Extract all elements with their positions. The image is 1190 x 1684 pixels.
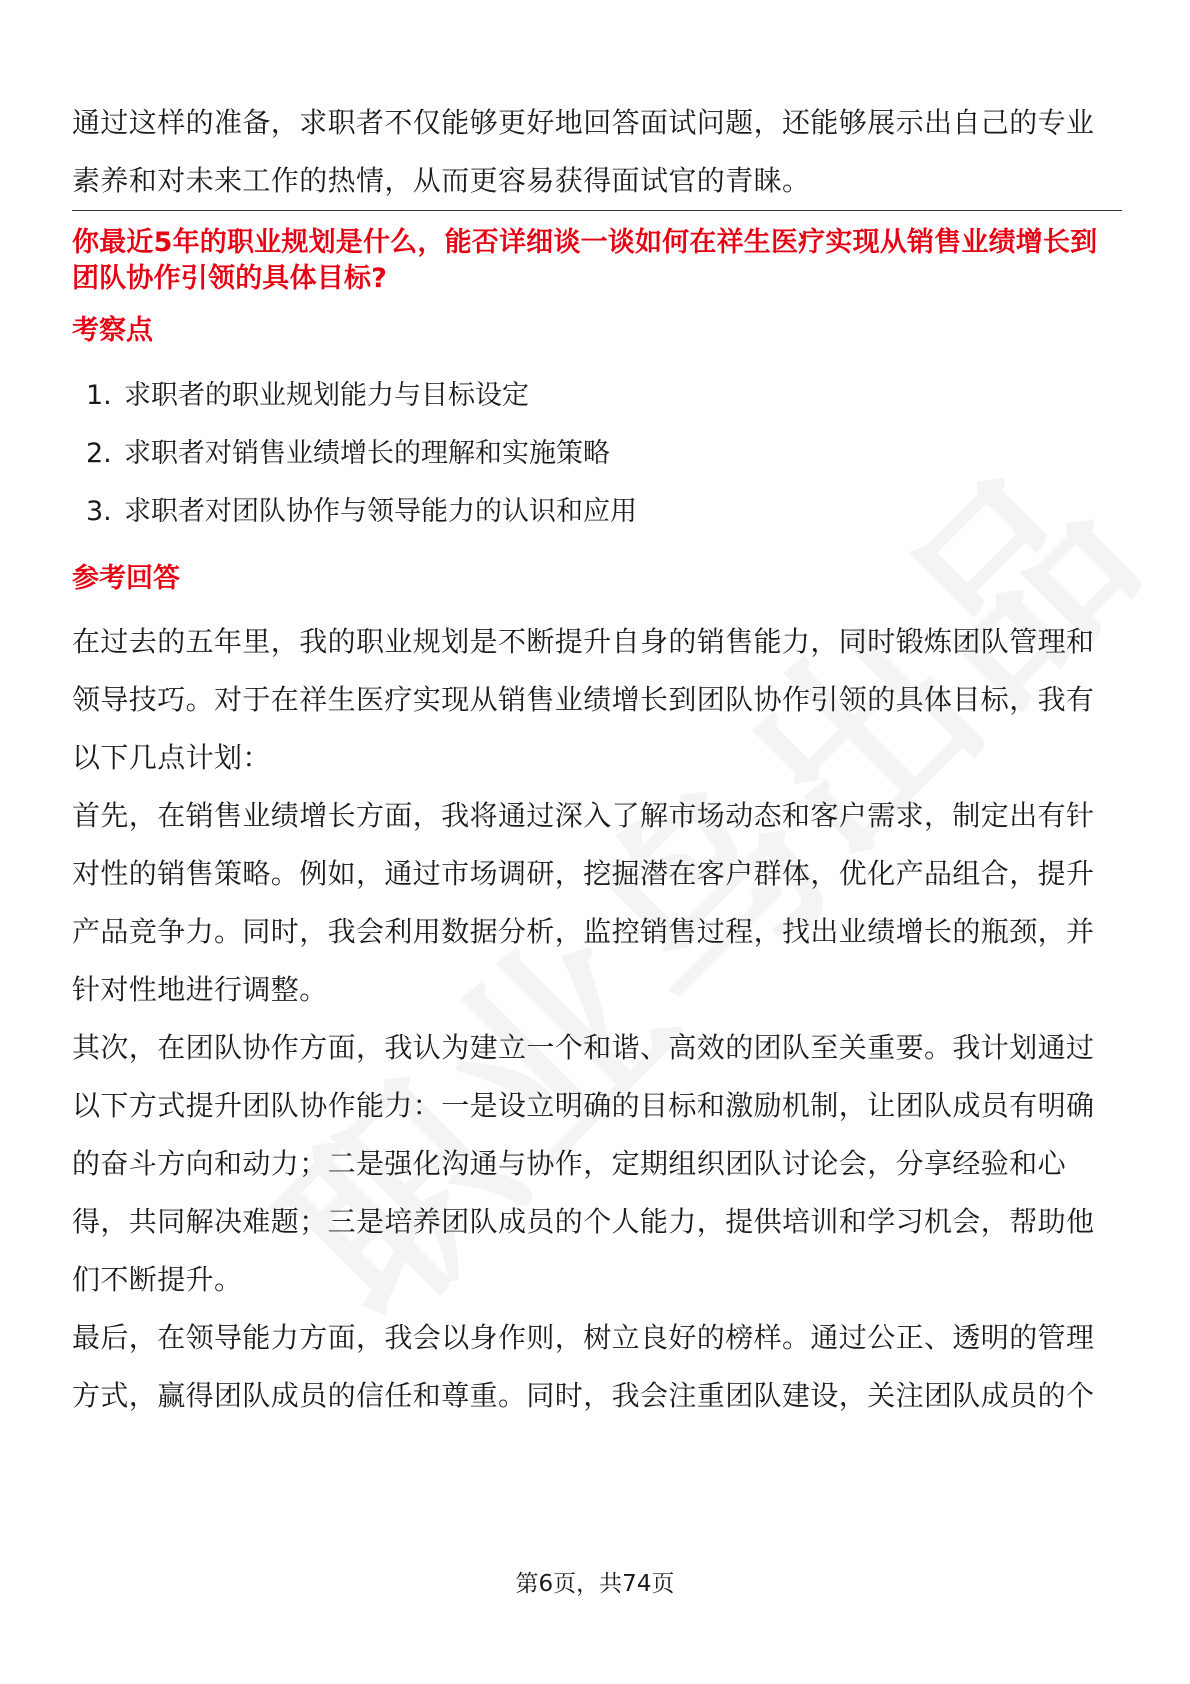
list-item-text: 求职者的职业规划能力与目标设定 [124,380,529,411]
assessment-list [72,367,1122,541]
answer-paragraph: 最后，在领导能力方面，我会以身作则，树立良好的榜样。通过公正、透明的管理方式，赢得团队成员的信任和尊重。同时，我会注重团队建设，关注团队成员的个 [72,1321,1095,1412]
reference-answer-title: 参考回答 [72,563,180,594]
list-item-number: 3. [86,496,112,527]
assessment-title: 考察点 [72,315,153,346]
intro-paragraph: 通过这样的准备，求职者不仅能够更好地回答面试问题，还能够展示出自己的专业素养和对未来工作的热情，从而更容易获得面试官的青睐。 [72,106,1095,197]
list-item [86,483,1122,541]
answer-paragraph: 其次，在团队协作方面，我认为建立一个和谐、高效的团队至关重要。我计划通过以下方式提升团队协作能力：一是设立明确的目标和激励机制，让团队成员有明确的奋斗方向和动力；二是强化沟通与协作，定期组织团队讨论会，分享经验和心得，共同解决难题；三是培养团队成员的个人能力，提供培训和学习机会，帮助他们不断提升。 [72,1031,1095,1296]
list-item-number: 2. [86,438,112,469]
answer-paragraph: 首先，在销售业绩增长方面，我将通过深入了解市场动态和客户需求，制定出有针对性的销售策略。例如，通过市场调研，挖掘潜在客户群体，优化产品组合，提升产品竞争力。同时，我会利用数据分析，监控销售过程，找出业绩增长的瓶颈，并针对性地进行调整。 [72,799,1095,1006]
answer-paragraph: 在过去的五年里，我的职业规划是不断提升自身的销售能力，同时锻炼团队管理和领导技巧。对于在祥生医疗实现从销售业绩增长到团队协作引领的具体目标，我有以下几点计划： [72,625,1095,774]
list-item-text: 求职者对团队协作与领导能力的认识和应用 [124,496,637,527]
page-content [72,94,1122,1425]
page-footer: 第6页，共74页 [515,1571,675,1597]
question-heading: 你最近5年的职业规划是什么，能否详细谈一谈如何在祥生医疗实现从销售业绩增长到团队协作引领的具体目标? [72,227,1098,294]
list-item-number: 1. [86,380,112,411]
list-item-text: 求职者对销售业绩增长的理解和实施策略 [124,438,610,469]
section-divider [72,210,1122,211]
list-item [86,425,1122,483]
list-item [86,367,1122,425]
